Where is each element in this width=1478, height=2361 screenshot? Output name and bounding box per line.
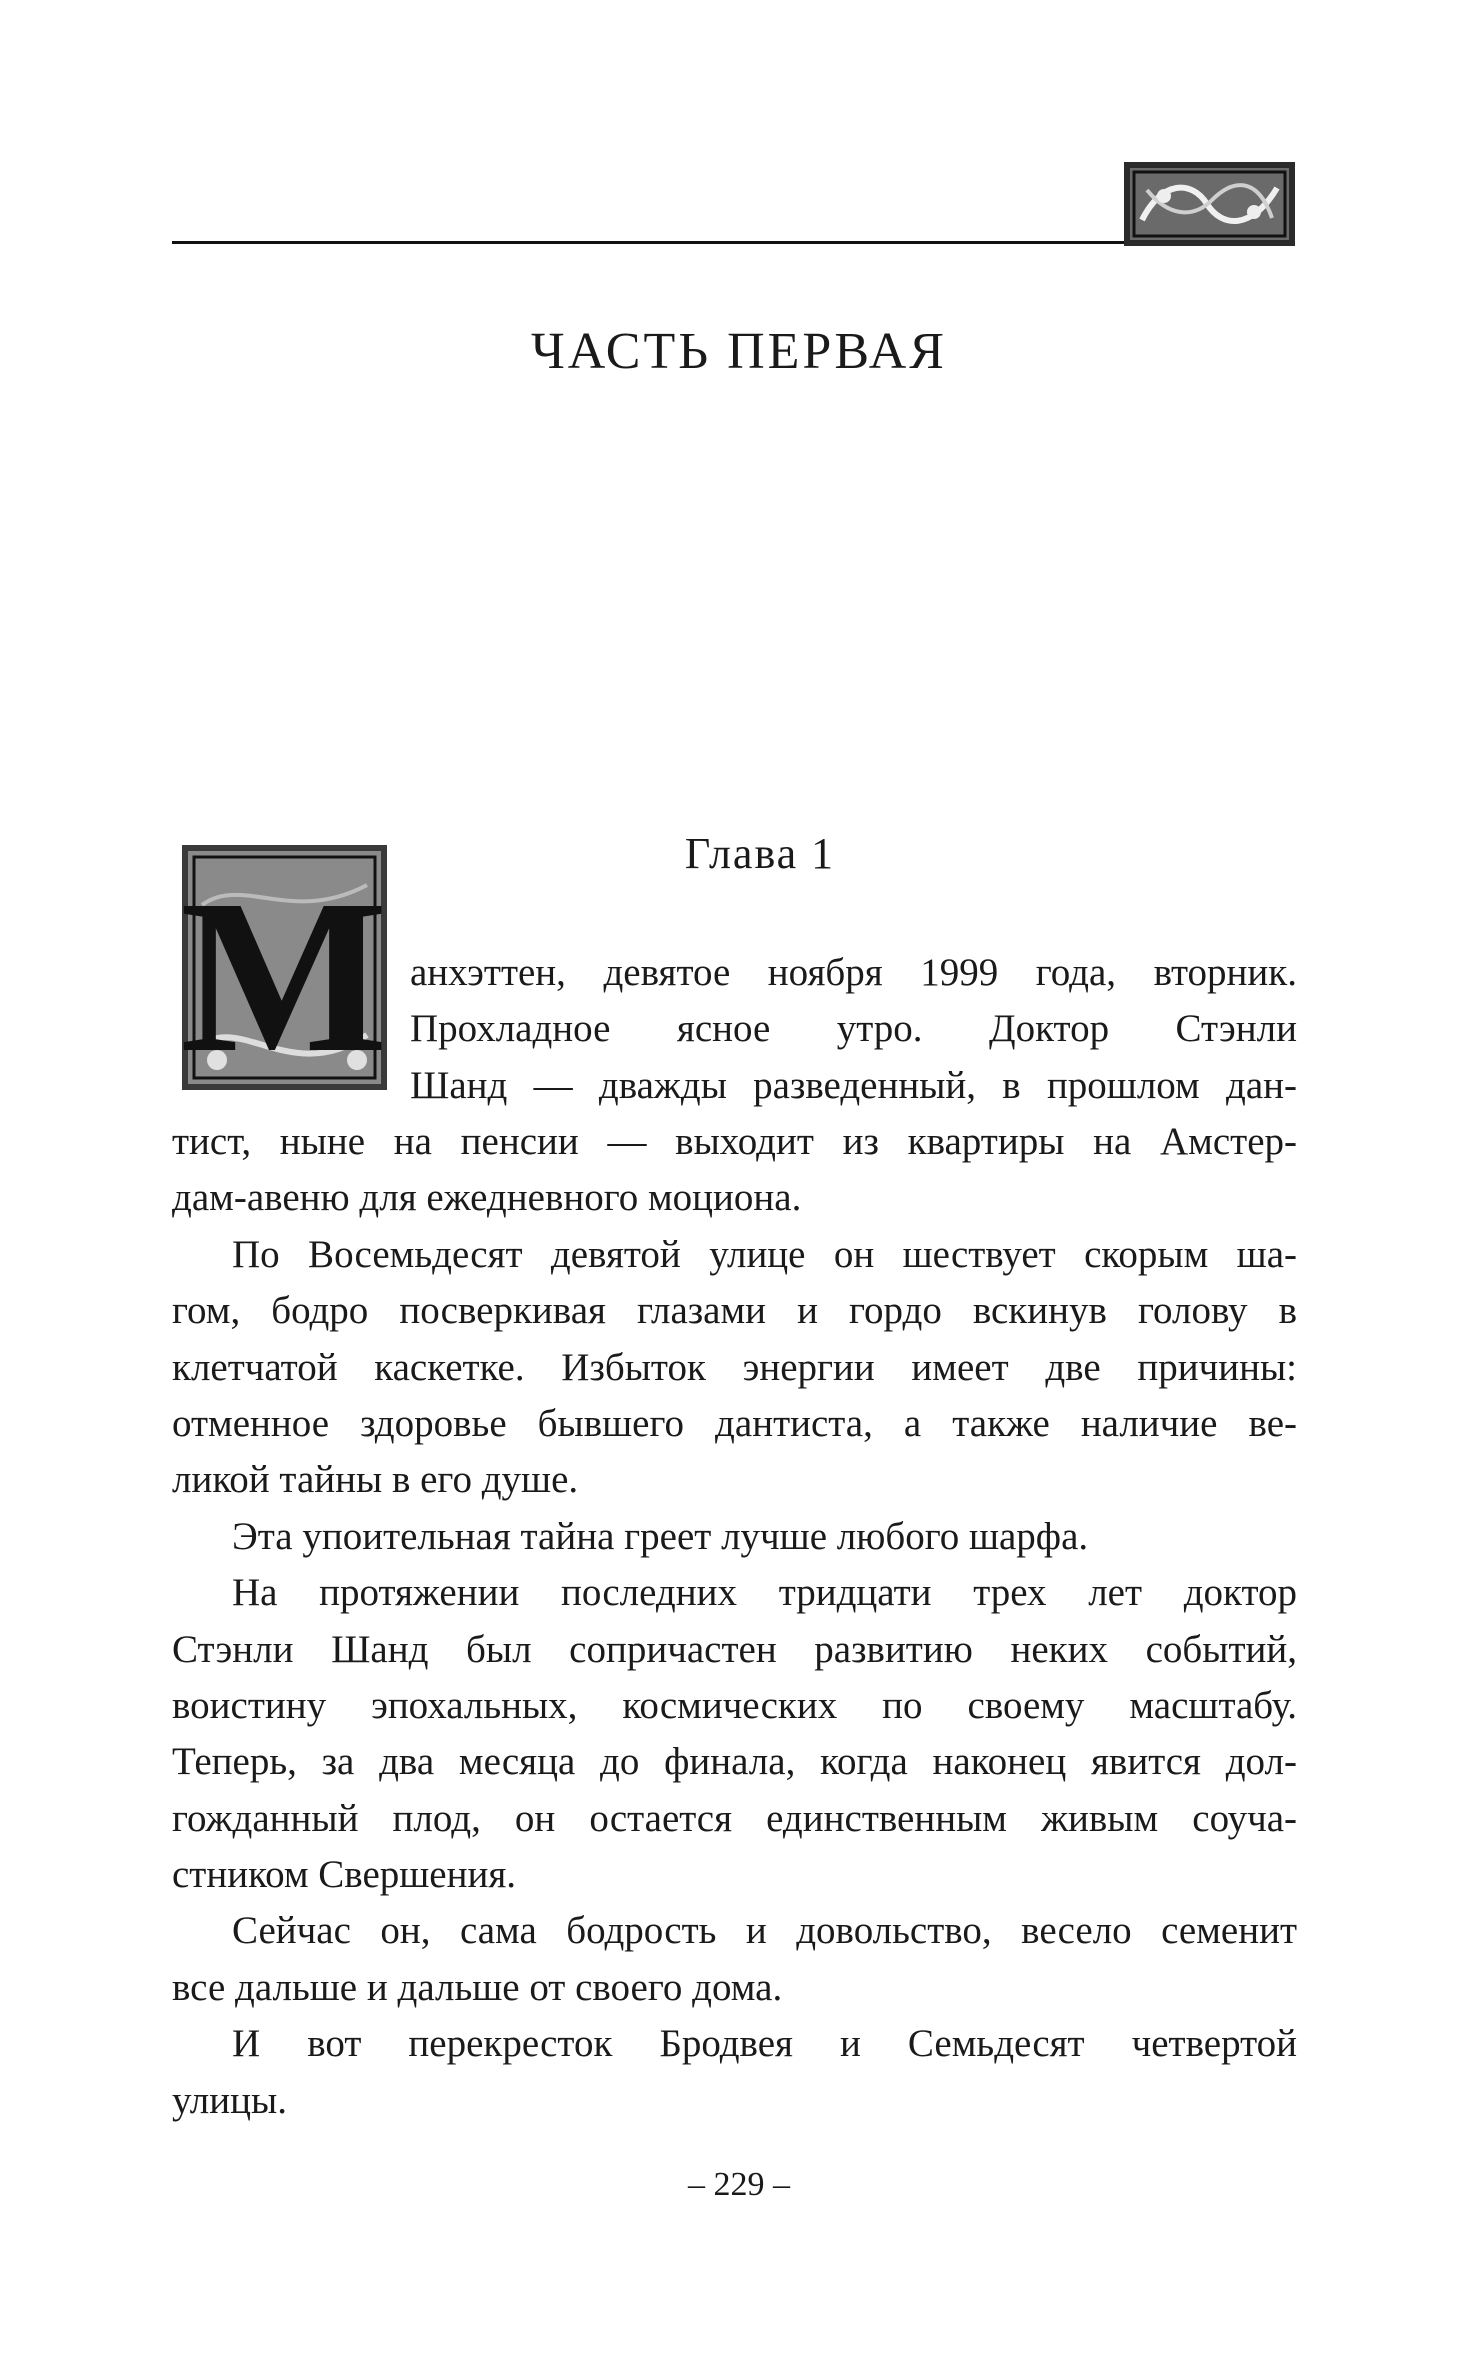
page-number: – 229 – [688, 2166, 790, 2203]
header-ornament-icon [1122, 160, 1297, 248]
text-line: анхэттен, девятое ноября 1999 года, вторник. [410, 951, 1297, 994]
text-line: Прохладное ясное утро. Доктор Стэнли [410, 1007, 1297, 1051]
text-line: ликой тайны в его душе. [172, 1458, 579, 1502]
text-line: воистину эпохальных, космических по своему масштабу. [172, 1683, 1297, 1727]
text-line: Стэнли Шанд был сопричастен развитию неких событий, [172, 1627, 1297, 1671]
body-text [172, 1114, 1297, 2129]
text-line: Эта упоительная тайна греет лучше любого шарфа. [232, 1514, 1089, 1558]
first-paragraph-lines [410, 945, 1297, 1114]
text-line: отменное здоровье бывшего дантиста, а также наличие ве- [172, 1401, 1297, 1445]
dropcap-ornament [172, 845, 392, 1095]
text-line: все дальше и дальше от своего дома. [172, 1965, 783, 2009]
text-line: Теперь, за два месяца до финала, когда наконец явится дол- [172, 1740, 1297, 1784]
chapter-title: Глава 1 [684, 829, 836, 878]
text-line: гожданный плод, он остается единственным живым соуча- [172, 1796, 1297, 1840]
dropcap-letter: М [180, 854, 388, 1095]
text-line: дам-авеню для ежедневного моциона. [172, 1176, 802, 1220]
part-title: ЧАСТЬ ПЕРВАЯ [531, 323, 947, 380]
text-line: клетчатой каскетке. Избыток энергии имеет две причины: [172, 1345, 1297, 1389]
text-line: На протяжении последних тридцати трех лет доктор [232, 1571, 1297, 1615]
text-line: гом, бодро посверкивая глазами и гордо вскинув голову в [172, 1289, 1297, 1333]
text-line: Шанд — дважды разведенный, в прошлом дан- [410, 1063, 1297, 1107]
text-line: Сейчас он, сама бодрость и довольство, весело семенит [232, 1909, 1297, 1953]
text-line: По Восемьдесят девятой улице он шествует скорым ша- [232, 1232, 1297, 1276]
text-line: стником Свершения. [172, 1853, 517, 1897]
text-line: И вот перекресток Бродвея и Семьдесят четвертой [232, 2022, 1297, 2066]
header-rule [172, 241, 1130, 244]
text-line: тист, ныне на пенсии — выходит из квартиры на Амстер- [172, 1120, 1297, 1163]
text-line: улицы. [172, 2078, 287, 2122]
